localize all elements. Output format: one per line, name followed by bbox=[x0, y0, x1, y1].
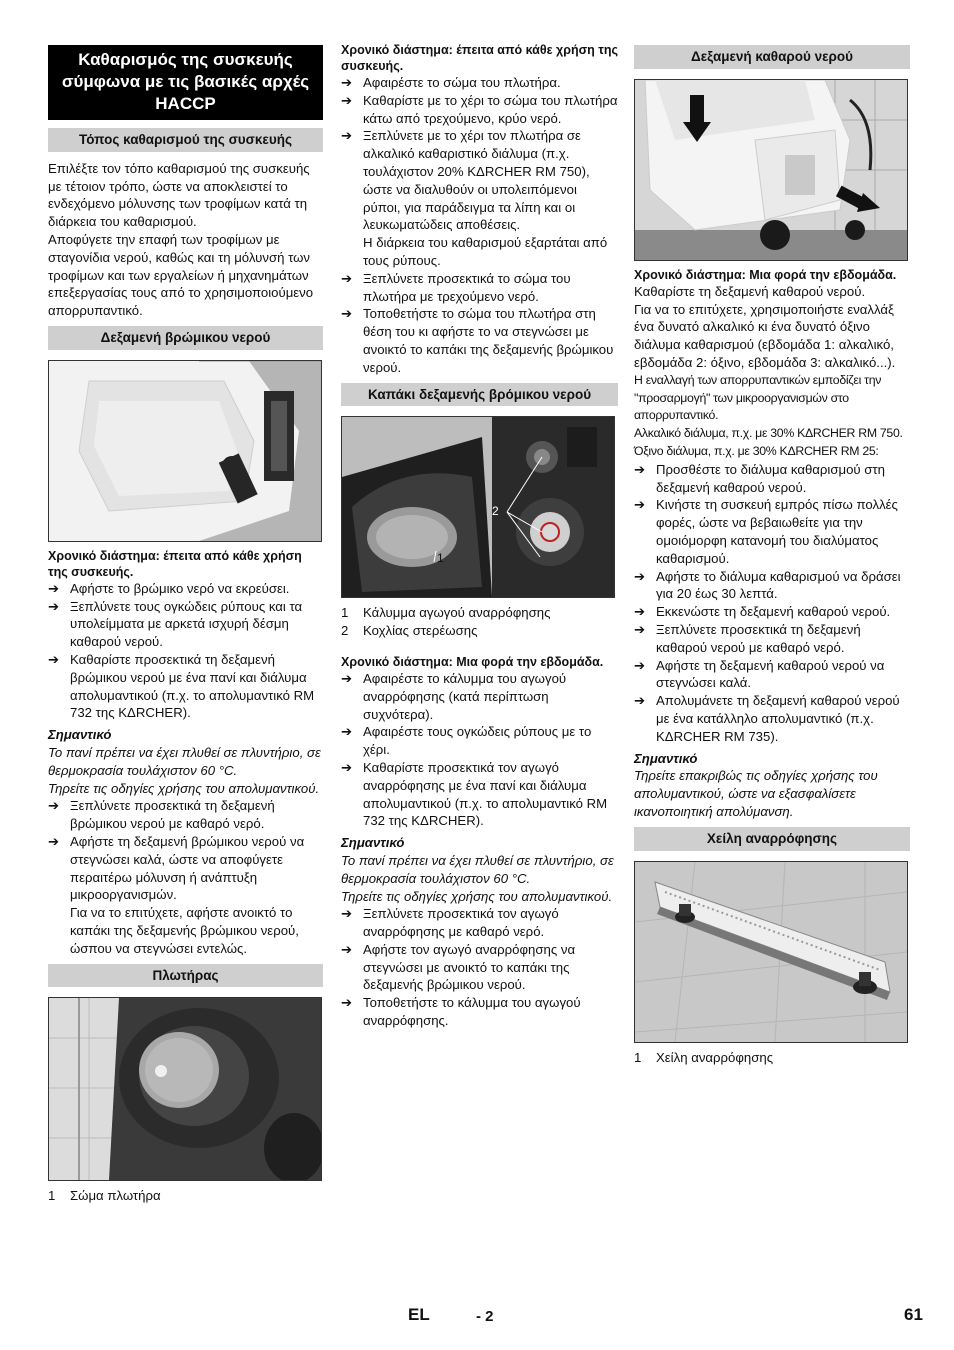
instruction-step: ➔ Καθαρίστε προσεκτικά τη δεξαμενή βρώμικου νερού με ένα πανί και διάλυμα απολυμαντικού (π.χ. το απολυμαντικό RM 732 της KΔRCHER). bbox=[48, 651, 315, 721]
interval-text: Χρονικό διάστημα: Μια φορά την εβδομάδα. bbox=[341, 654, 604, 669]
interval-text: Χρονικό διάστημα: έπειτα από κάθε χρήση της συσκευής. bbox=[341, 43, 618, 73]
paragraph: Αλκαλικό διάλυμα, π.χ. με 30% KΔRCHER RM 750. bbox=[634, 426, 903, 441]
arrow-icon: ➔ bbox=[48, 598, 60, 614]
footer-page-sub: - 2 bbox=[476, 1308, 494, 1325]
lid-photo bbox=[341, 416, 615, 598]
sub-paragraph: Για να το επιτύχετε, αφήστε ανοικτό το καπάκι της δεξαμενής βρώμικου νερού, ώσπου να στεγνώσει εντελώς. bbox=[70, 905, 299, 956]
figure-caption: 1 Κάλυμμα αγωγού αναρρόφησης bbox=[341, 605, 551, 621]
paragraph: Καθαρίστε τη δεξαμενή καθαρού νερού. bbox=[634, 283, 866, 299]
arrow-icon: ➔ bbox=[341, 724, 353, 740]
paragraph: Όξινο διάλυμα, π.χ. με 30% KΔRCHER RM 25: bbox=[634, 443, 879, 458]
dirty-tank-photo bbox=[48, 360, 322, 542]
column-1 bbox=[48, 42, 323, 1205]
footer-page-number: 61 bbox=[904, 1305, 923, 1324]
note-heading: Σημαντικό bbox=[634, 750, 698, 766]
section-heading-dirty-tank: Δεξαμενή βρώμικου νερού bbox=[48, 326, 323, 350]
section-heading-fresh-tank: Δεξαμενή καθαρού νερού bbox=[634, 45, 910, 69]
instruction-step: ➔ Ξεπλύνετε τους ογκώδεις ρύπους και τα υπολείμματα με αρκετά ισχυρή δέσμη καθαρού νερού. bbox=[48, 598, 303, 650]
instruction-step: ➔ Αφαιρέστε το σώμα του πλωτήρα. bbox=[341, 75, 561, 90]
column-3 bbox=[634, 42, 910, 1066]
instruction-step: ➔ Αφήστε το βρώμικο νερό να εκρεύσει. bbox=[48, 580, 290, 596]
instruction-step: ➔ Ξεπλύνετε με το χέρι τον πλωτήρα σε αλκαλικό καθαριστικό διάλυμα (π.χ. τουλάχιστον 20% KΔRCHER RM 750), ώστε να διαλυθούν οι υπολειπόμενοι ρύποι, για παράδειγμα τα λίπη και οι λευκωματώδεις αποθέσεις. bbox=[341, 128, 590, 233]
instruction-step: ➔ Απολυμάνετε τη δεξαμενή καθαρού νερού με ένα κατάλληλο απολυμαντικό (π.χ. KΔRCHER RM 735). bbox=[634, 693, 900, 744]
arrow-icon: ➔ bbox=[634, 657, 646, 673]
arrow-icon: ➔ bbox=[341, 128, 353, 144]
arrow-icon: ➔ bbox=[634, 621, 646, 637]
instruction-step: ➔ Καθαρίστε με το χέρι το σώμα του πλωτήρα κάτω από τρεχούμενο, κρύο νερό. bbox=[341, 92, 618, 126]
arrow-icon: ➔ bbox=[341, 270, 353, 286]
photo-callout-1: 1 bbox=[437, 551, 444, 566]
instruction-step: ➔ Καθαρίστε προσεκτικά τον αγωγό αναρρόφησης με ένα πανί και διάλυμα απολυμαντικού (π.χ. το απολυμαντικό RM 732 της KΔRCHER). bbox=[341, 759, 608, 829]
instruction-step: ➔ Αφαιρέστε το κάλυμμα του αγωγού αναρρόφησης (κατά περίπτωση συχνότερα). bbox=[341, 670, 567, 722]
instruction-step: ➔ Προσθέστε το διάλυμα καθαρισμού στη δεξαμενή καθαρού νερού. bbox=[634, 461, 885, 495]
section-heading-squeegee: Χείλη αναρρόφησης bbox=[634, 827, 910, 851]
instruction-step: ➔ Κινήστε τη συσκευή εμπρός πίσω πολλές φορές, ώστε να βεβαιωθείτε για την ομοιόμορφη κατανομή του διαλύματος καθαρισμού. bbox=[634, 497, 898, 566]
section-heading-lid: Καπάκι δεξαμενής βρόμικου νερού bbox=[341, 383, 618, 407]
figure-caption: 1 Χείλη αναρρόφησης bbox=[634, 1049, 774, 1065]
sub-paragraph: Η διάρκεια του καθαρισμού εξαρτάται από τους ρύπους. bbox=[363, 235, 608, 268]
float-photo bbox=[48, 997, 322, 1181]
instruction-step: ➔ Αφήστε τον αγωγό αναρρόφησης να στεγνώσει με ανοικτό το καπάκι της δεξαμενής βρώμικου νερού. bbox=[341, 941, 576, 993]
column-2 bbox=[341, 42, 618, 1030]
figure-caption: 1 Σώμα πλωτήρα bbox=[48, 1188, 161, 1204]
arrow-icon: ➔ bbox=[48, 833, 60, 849]
instruction-step: ➔ Αφήστε τη δεξαμενή βρώμικου νερού να στεγνώσει καλά, ώστε να αποφύγετε περαιτέρω μόλυνση ή ανάπτυξη μικροοργανισμών. bbox=[48, 833, 305, 903]
arrow-icon: ➔ bbox=[634, 461, 646, 477]
note-text: Τηρείτε τις οδηγίες χρήσης του απολυμαντικού. bbox=[341, 888, 613, 904]
note-heading: Σημαντικό bbox=[48, 727, 112, 743]
arrow-icon: ➔ bbox=[341, 995, 353, 1011]
instruction-step: ➔ Τοποθετήστε το σώμα του πλωτήρα στη θέση του κι αφήστε το να στεγνώσει με ανοικτό το καπάκι της δεξαμενής βρώμικου νερού. bbox=[341, 306, 614, 375]
main-title: Καθαρισμός της συσκευής σύμφωνα με τις βασικές αρχές HACCP bbox=[48, 45, 323, 120]
paragraph: Αποφύγετε την επαφή των τροφίμων με σταγονίδια νερού, καθώς και τη μόλυνσή των τροφίμων και των εργαλείων ή μηχανημάτων επεξεργασίας τους από το χρησιμοποιούμενο απορρυπαντικό. bbox=[48, 231, 314, 319]
note-text: Το πανί πρέπει να έχει πλυθεί σε πλυντήριο, σε θερμοκρασία τουλάχιστον 60 °C. bbox=[341, 852, 614, 886]
note-heading: Σημαντικό bbox=[341, 835, 405, 851]
note-text: Τηρείτε επακριβώς τις οδηγίες χρήσης του απολυμαντικού, ώστε να εξασφαλίσετε ικανοποιητική απολύμανση. bbox=[634, 768, 878, 819]
instruction-step: ➔ Ξεπλύνετε προσεκτικά τον αγωγό αναρρόφησης με καθαρό νερό. bbox=[341, 906, 559, 940]
arrow-icon: ➔ bbox=[634, 693, 646, 709]
arrow-icon: ➔ bbox=[48, 651, 60, 667]
arrow-icon: ➔ bbox=[634, 604, 646, 620]
squeegee-photo bbox=[634, 861, 908, 1043]
section-heading-location: Τόπος καθαρισμού της συσκευής bbox=[48, 128, 323, 152]
instruction-step: ➔ Αφαιρέστε τους ογκώδεις ρύπους με το χέρι. bbox=[341, 724, 592, 758]
arrow-icon: ➔ bbox=[341, 92, 353, 108]
note-text: Το πανί πρέπει να έχει πλυθεί σε πλυντήριο, σε θερμοκρασία τουλάχιστον 60 °C. bbox=[48, 744, 321, 778]
arrow-icon: ➔ bbox=[341, 670, 353, 686]
arrow-icon: ➔ bbox=[634, 497, 646, 513]
section-heading-float: Πλωτήρας bbox=[48, 964, 323, 988]
instruction-step: ➔ Ξεπλύνετε προσεκτικά τη δεξαμενή βρώμικου νερού με καθαρό νερό. bbox=[48, 798, 275, 832]
arrow-icon: ➔ bbox=[48, 580, 60, 596]
paragraph: Η εναλλαγή των απορρυπαντικών εμποδίζει την "προσαρμογή" των μικροοργανισμών στο απορρυπαντικό. bbox=[634, 372, 882, 423]
arrow-icon: ➔ bbox=[341, 906, 353, 922]
instruction-step: ➔ Αφήστε το διάλυμα καθαρισμού να δράσει για 20 έως 30 λεπτά. bbox=[634, 568, 901, 602]
arrow-icon: ➔ bbox=[341, 941, 353, 957]
instruction-step: ➔ Ξεπλύνετε προσεκτικά το σώμα του πλωτήρα με τρεχούμενο νερό. bbox=[341, 270, 571, 304]
arrow-icon: ➔ bbox=[341, 759, 353, 775]
fresh-tank-photo bbox=[634, 79, 908, 261]
arrow-icon: ➔ bbox=[48, 798, 60, 814]
paragraph: Επιλέξτε τον τόπο καθαρισμού της συσκευής με τέτοιον τρόπο, ώστε να αποκλειστεί το ενδεχόμενο μόλυνσης των τροφίμων κατά τη διάρκεια του καθαρισμού. bbox=[48, 160, 310, 230]
arrow-icon: ➔ bbox=[341, 75, 353, 90]
interval-text: Χρονικό διάστημα: Μια φορά την εβδομάδα. bbox=[634, 267, 897, 282]
instruction-step: ➔ Εκκενώστε τη δεξαμενή καθαρού νερού. bbox=[634, 604, 891, 620]
arrow-icon: ➔ bbox=[634, 568, 646, 584]
photo-callout-2: 2 bbox=[492, 504, 499, 519]
instruction-step: ➔ Ξεπλύνετε προσεκτικά τη δεξαμενή καθαρού νερού με καθαρό νερό. bbox=[634, 621, 861, 655]
figure-caption: 2 Κοχλίας στερέωσης bbox=[341, 623, 478, 639]
footer-language: EL bbox=[408, 1305, 430, 1324]
arrow-icon: ➔ bbox=[341, 306, 353, 322]
interval-text: Χρονικό διάστημα: έπειτα από κάθε χρήση της συσκευής. bbox=[48, 548, 302, 579]
instruction-step: ➔ Τοποθετήστε το κάλυμμα του αγωγού αναρρόφησης. bbox=[341, 995, 581, 1029]
note-text: Τηρείτε τις οδηγίες χρήσης του απολυμαντικού. bbox=[48, 780, 320, 796]
instruction-step: ➔ Αφήστε τη δεξαμενή καθαρού νερού να στεγνώσει καλά. bbox=[634, 657, 885, 691]
paragraph: Για να το επιτύχετε, χρησιμοποιήστε εναλλάξ ένα δυνατό αλκαλικό κι ένα δυνατό όξινο διάλυμα καθαρισμού (εβδομάδα 1: αλκαλικό, εβδομάδα 2: όξινο, εβδομάδα 3: αλκαλικό...). bbox=[634, 301, 896, 370]
